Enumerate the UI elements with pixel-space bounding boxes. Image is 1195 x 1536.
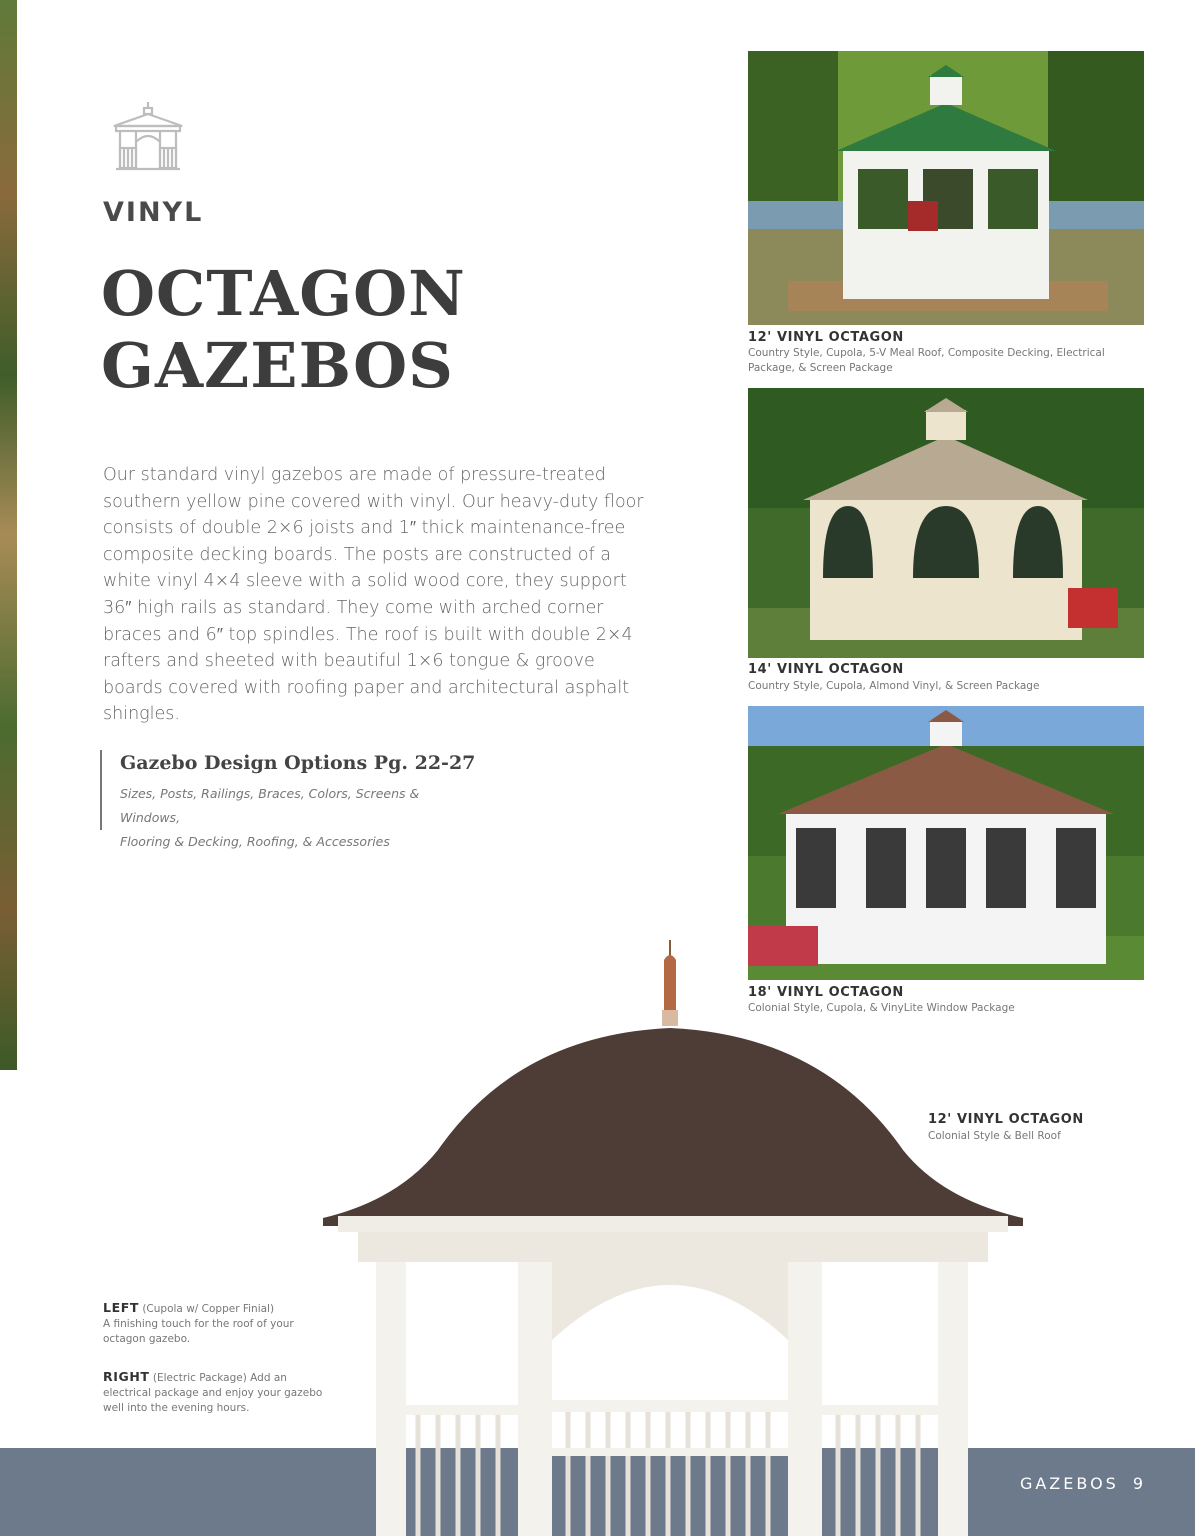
footer-section: GAZEBOS	[1019, 1474, 1119, 1493]
photo-1-caption-line-2: Package, & Screen Package	[748, 362, 893, 374]
photo-1-caption-line-1: Country Style, Cupola, 5-V Meal Roof, Composite Decking, Electrical	[748, 347, 1105, 359]
page-number: 9	[1132, 1474, 1143, 1493]
note-right-label: RIGHT	[103, 1369, 150, 1384]
design-options-title: Gazebo Design Options Pg. 22-27	[120, 752, 476, 774]
gazebo-icon	[110, 100, 186, 172]
photo-2-caption: Country Style, Cupola, Almond Vinyl, & Screen Package	[748, 680, 1040, 692]
design-options-line-1: Sizes, Posts, Railings, Braces, Colors, Screens & Windows,	[120, 786, 420, 825]
design-options-list	[120, 782, 480, 854]
left-photo-strip	[0, 0, 17, 1070]
description-paragraph: Our standard vinyl gazebos are made of pressure-treated southern yellow pine covered with vinyl. Our heavy-duty floor consists of double 2×6 joists and 1″ thick maintenance-free composite decking boards. The posts are constructed of a white vinyl 4×4 sleeve with a solid wood core, they support 36″ high rails as standard. They come with arched corner braces and 6″ top spindles. The roof is built with double 2×4 rafters and sheeted with beautiful 1×6 tongue & groove boards covered with roofing paper and architectural asphalt shingles.	[103, 465, 644, 725]
photo-3-caption: Colonial Style, Cupola, & VinyLite Window Package	[748, 1002, 1015, 1014]
photo-3-title: 18' VINYL OCTAGON	[748, 985, 904, 1000]
note-left-text: A finishing touch for the roof of your octagon gazebo.	[103, 1318, 294, 1345]
note-left	[103, 1300, 323, 1347]
note-right	[103, 1369, 323, 1416]
photo-1-caption	[748, 346, 1148, 376]
note-left-paren: (Cupola w/ Copper Finial)	[142, 1303, 275, 1315]
photo-14ft-octagon	[748, 388, 1144, 658]
page-title	[101, 258, 466, 402]
photo-1-title: 12' VINYL OCTAGON	[748, 330, 904, 345]
photo-2-title: 14' VINYL OCTAGON	[748, 662, 904, 677]
design-options-line-2: Flooring & Decking, Roofing, & Accessories	[120, 834, 390, 849]
featured-gazebo-image	[318, 940, 1028, 1536]
footer-band	[0, 1448, 1195, 1536]
note-left-label: LEFT	[103, 1300, 139, 1315]
category-kicker: VINYL	[103, 197, 204, 228]
photo-12ft-octagon	[748, 51, 1144, 325]
design-options-callout	[100, 750, 480, 849]
title-line-1: OCTAGON	[101, 257, 466, 330]
featured-gazebo-caption: Colonial Style & Bell Roof	[928, 1130, 1061, 1142]
note-right-paren: (Electric Package) Add an	[152, 1372, 287, 1384]
note-right-text: electrical package and enjoy your gazebo well into the evening hours.	[103, 1387, 323, 1414]
photo-18ft-octagon	[748, 706, 1144, 980]
title-line-2: GAZEBOS	[101, 329, 454, 402]
footer-label	[1020, 1474, 1143, 1493]
featured-gazebo-title: 12' VINYL OCTAGON	[928, 1112, 1084, 1127]
